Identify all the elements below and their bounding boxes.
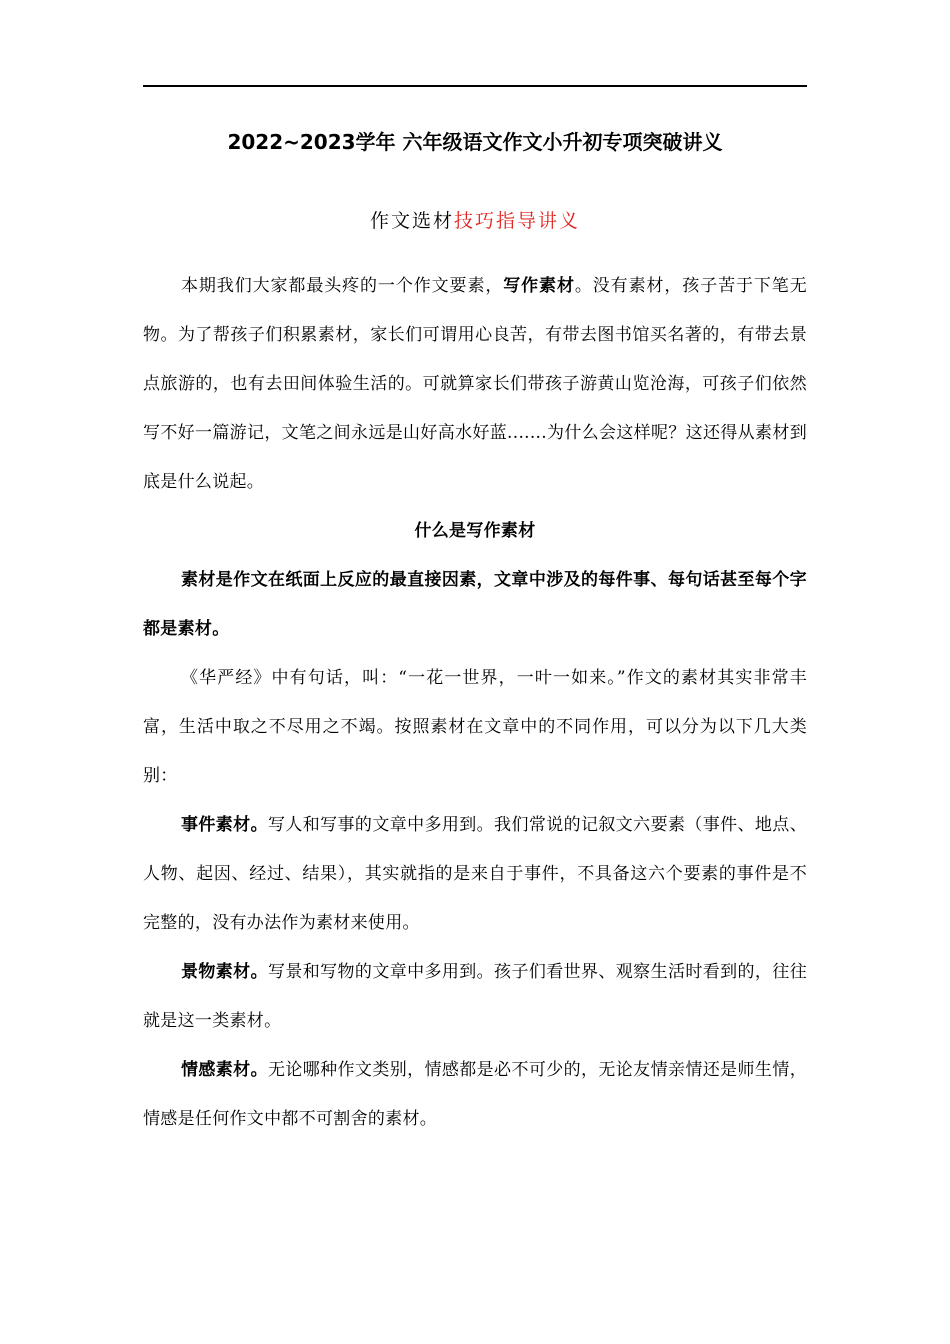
intro-text-before: 本期我们大家都最头疼的一个作文要素， [181,276,504,296]
definition-paragraph: 素材是作文在纸面上反应的最直接因素，文章中涉及的每件事、每句话甚至每个字都是素材。 [143,570,807,639]
document-subtitle [143,205,807,237]
subtitle-red-part: 技巧指导讲义 [454,210,581,232]
intro-paragraph [143,262,807,507]
intro-bold-term: 写作素材 [503,276,575,296]
category-paragraph-scenery [143,948,807,1046]
intro-text-after: 。没有素材，孩子苦于下笔无物。为了帮孩子们积累素材，家长们可谓用心良苦，有带去图书馆买名著的，有带去景点旅游的，也有去田间体验生活的。可就算家长们带孩子游黄山览沧海，可孩子们依然写不好一篇游记，文笔之间永远是山好高水好蓝.......为什么会这样呢？这还得从素材到底是什么说起。 [143,276,808,492]
header-rule [143,85,807,87]
category-text: 写人和写事的文章中多用到。我们常说的记叙文六要素（事件、地点、人物、起因、经过、结果），其实就指的是来自于事件，不具备这六个要素的事件是不完整的，没有办法作为素材来使用。 [143,815,807,933]
document-title: 2022~2023学年 六年级语文作文小升初专项突破讲义 [227,130,723,154]
category-text: 写景和写物的文章中多用到。孩子们看世界、观察生活时看到的，往往就是这一类素材。 [143,962,807,1031]
subtitle-black-part: 作文选材 [369,210,454,232]
category-paragraph-emotion [143,1046,807,1144]
document-body [143,262,807,1144]
category-label: 景物素材。 [181,962,268,982]
category-paragraph-event [143,801,807,948]
category-text: 无论哪种作文类别，情感都是必不可少的，无论友情亲情还是师生情，情感是任何作文中都不可割舍的素材。 [143,1060,807,1129]
section-heading: 什么是写作素材 [414,521,536,541]
quote-paragraph: 《华严经》中有句话，叫：“一花一世界，一叶一如来。”作文的素材其实非常丰富，生活中取之不尽用之不竭。按照素材在文章中的不同作用，可以分为以下几大类别： [143,668,807,786]
category-label: 事件素材。 [181,815,268,835]
category-label: 情感素材。 [181,1060,268,1080]
